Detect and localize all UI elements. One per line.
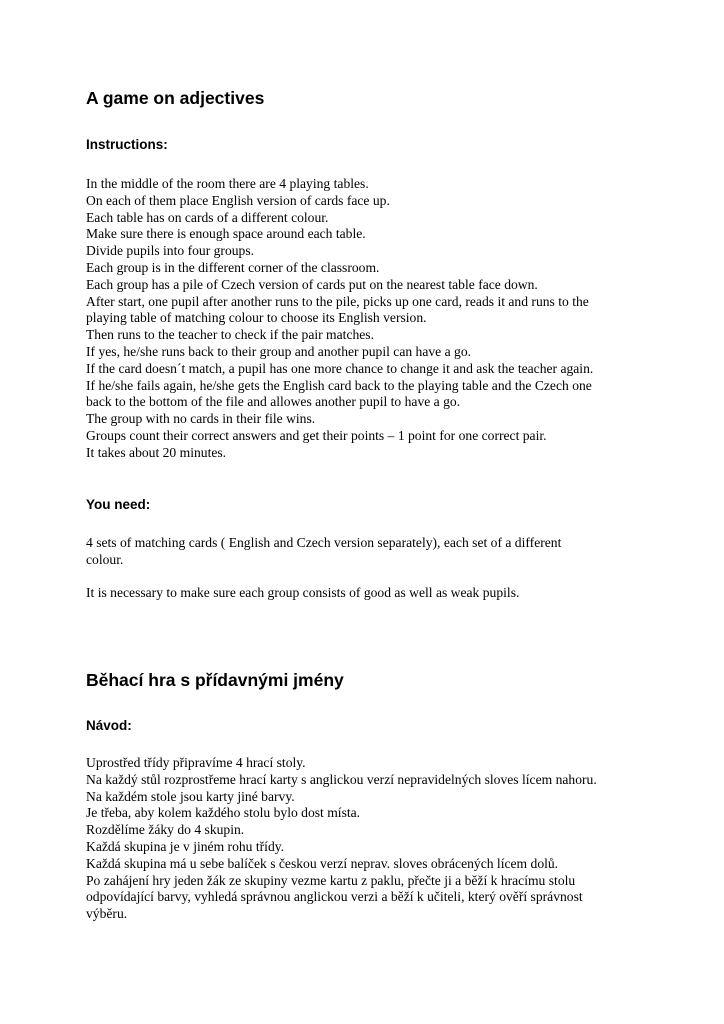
instruction-line: Na každém stole jsou karty jiné barvy.	[86, 788, 295, 804]
instruction-line: After start, one pupil after another runs to the pile, picks up one card, reads it and runs to the	[86, 293, 589, 309]
note-line: It is necessary to make sure each group consists of good as well as weak pupils.	[86, 585, 520, 600]
instruction-line: odpovídající barvy, vyhledá správnou anglickou verzi a běží k učiteli, který ověří správnost	[86, 889, 583, 905]
instruction-line: Každá skupina má u sebe balíček s českou verzí neprav. sloves obrácených lícem dolů.	[86, 855, 559, 871]
instruction-line: back to the bottom of the file and allowes another pupil to have a go.	[86, 394, 461, 410]
you-need-text	[86, 535, 646, 569]
instruction-line: playing table of matching colour to choose its English version.	[86, 310, 427, 326]
instruction-line: In the middle of the room there are 4 playing tables.	[86, 176, 369, 191]
instruction-line: If yes, he/she runs back to their group and another pupil can have a go.	[86, 343, 472, 359]
instruction-line: Každá skupina je v jiném rohu třídy.	[86, 838, 285, 854]
czech-title: Běhací hra s přídavnými jmény	[86, 670, 344, 690]
czech-instructions-heading: Návod:	[86, 718, 132, 733]
note-text	[86, 585, 646, 602]
you-need-line: 4 sets of matching cards ( English and Czech version separately), each set of a different	[86, 535, 562, 550]
instruction-line: Then runs to the teacher to check if the pair matches.	[86, 327, 374, 343]
instruction-line: Na každý stůl rozprostřeme hrací karty s anglickou verzí nepravidelných sloves lícem nahoru.	[86, 771, 597, 787]
instruction-line: Groups count their correct answers and get their points – 1 point for one correct pair.	[86, 427, 547, 443]
instruction-line: It takes about 20 minutes.	[86, 444, 227, 460]
english-instructions	[86, 176, 646, 462]
instruction-line: Divide pupils into four groups.	[86, 243, 255, 259]
instruction-line: Uprostřed třídy připravíme 4 hrací stoly.	[86, 755, 306, 770]
instruction-line: If he/she fails again, he/she gets the English card back to the playing table and the Czech one	[86, 377, 592, 393]
instruction-line: Make sure there is enough space around each table.	[86, 226, 366, 242]
you-need-line: colour.	[86, 551, 124, 567]
instruction-line: Each group is in the different corner of the classroom.	[86, 259, 380, 275]
instruction-line: The group with no cards in their file wins.	[86, 411, 316, 427]
instruction-line: výběru.	[86, 906, 128, 922]
instruction-line: Rozdělíme žáky do 4 skupin.	[86, 822, 245, 838]
instruction-line: Each group has a pile of Czech version of cards put on the nearest table face down.	[86, 276, 538, 292]
you-need-heading: You need:	[86, 497, 151, 512]
english-title: A game on adjectives	[86, 88, 265, 108]
instruction-line: Po zahájení hry jeden žák ze skupiny vezme kartu z paklu, přečte ji a běží k hracímu stolu	[86, 872, 576, 888]
english-instructions-heading: Instructions:	[86, 137, 168, 152]
instruction-line: Je třeba, aby kolem každého stolu bylo dost místa.	[86, 805, 361, 821]
instruction-line: If the card doesn´t match, a pupil has one more chance to change it and ask the teacher again.	[86, 360, 594, 376]
instruction-line: Each table has on cards of a different colour.	[86, 209, 329, 225]
czech-instructions	[86, 755, 646, 923]
instruction-line: On each of them place English version of cards face up.	[86, 192, 390, 208]
